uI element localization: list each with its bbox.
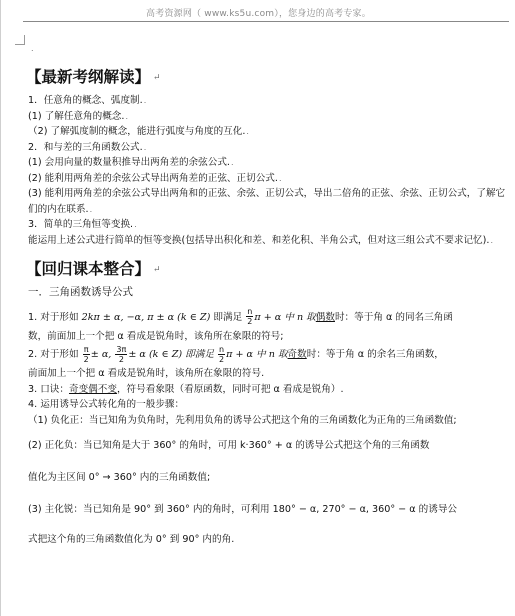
fraction-n-over-2: $\frac{n}{2}$ <box>247 307 253 326</box>
header-divider <box>23 21 509 22</box>
outline-item-3: 3．简单的三角恒等变换.. <box>28 219 137 230</box>
outline-item-2: 2．和与差的三角函数公式.. <box>28 141 147 153</box>
section-title-exam-outline: 【最新考纲解读】 ↵ <box>26 67 161 86</box>
outline-item-2-2: (2) 能利用两角差的余弦公式导出两角差的正弦、正切公式.. <box>28 172 282 184</box>
page-header: 高考资源网（ www.ks5u.com），您身边的高考专家。 <box>146 9 371 19</box>
rule-1-line-2: 数，前面加上一个把 α 看成是锐角时，该角所在象限的符号; <box>28 330 284 342</box>
rule-2-line-2: 前面加上一个把 α 看成是锐角时，该角所在象限的符号. <box>28 368 265 379</box>
paragraph-mark-icon: ↵ <box>153 73 161 83</box>
fraction-pi-over-2: $\frac{\pi}{2}$ <box>83 344 89 364</box>
step-main-to-acute: (3) 主化锐：当已知角是 90° 到 360° 内的角时，可利用 180° − α, 270° − α, 360° − α 的诱导公 <box>28 504 458 515</box>
fraction-n-over-2: $\frac{n}{2}$ <box>219 344 225 364</box>
section-title-textbook-review: 【回归课本整合】 ↵ <box>26 259 161 278</box>
rule-3-mnemonic: 3. 口诀：奇变偶不变，符号看象限（看原函数，同时可把 α 看成是锐角）. <box>28 383 344 395</box>
empty-paragraph-mark: . <box>31 44 34 53</box>
rule-2-line-1: 2. 对于形如 $\frac{\pi}{2}$ ± α, $\frac{3\pi}{2}$ ± α (k ∈ Z) 即满足 $\frac{n}{2}$ π + α 中 n 取奇数时：等于角 α 的余名三角函数， <box>28 344 444 364</box>
outline-item-3-detail: 能运用上述公式进行简单的恒等变换(包括导出积化和差、和差化积、半角公式，但对这三组公式不要求记忆).. <box>28 234 493 246</box>
outline-item-1: 1．任意角的概念、弧度制.. <box>28 95 147 106</box>
outline-item-2-3: (3) 能利用两角差的余弦公式导出两角和的正弦、余弦、正切公式，导出二倍角的正弦、余弦、正切公式，了解它们的内在联系.. <box>28 188 506 215</box>
paragraph-mark-icon: ↵ <box>153 265 161 275</box>
subsection-title-induction-formulas: 一．三角函数诱导公式 <box>28 286 133 298</box>
step-reduce-large-angle: (2) 正化负：当已知角是大于 360° 的角时，可用 k·360° + α 的诱导公式把这个角的三角函数 <box>28 440 430 451</box>
outline-item-2-1: (1) 会用向量的数量积推导出两角差的余弦公式.. <box>28 157 234 168</box>
outline-item-1-2: （2) 了解弧度制的概念，能进行弧度与角度的互化.. <box>28 126 249 137</box>
step-reduce-large-angle-cont: 值化为主区间 0° → 360° 内的三角函数值; <box>28 472 211 483</box>
outline-item-1-1: (1) 了解任意角的概念.. <box>28 110 128 122</box>
step-main-to-acute-cont: 式把这个角的三角函数值化为 0° 到 90° 内的角. <box>28 534 235 545</box>
step-negative-to-positive: （1) 负化正：当已知角为负角时，先利用负角的诱导公式把这个角的三角函数化为正角的三角函数值; <box>28 414 457 426</box>
rule-4-steps-title: 4. 运用诱导公式转化角的一般步骤： <box>28 399 185 410</box>
rule-1-line-1: 1. 对于形如 2kπ ± α, −α, π ± α (k ∈ Z) 即满足 $\frac{n}{2}$ π + α 中 n 取偶数时：等于角 α 的同名三角函 <box>28 307 453 326</box>
fraction-3pi-over-2: $\frac{3\pi}{2}$ <box>116 344 127 364</box>
document-body[interactable] <box>28 66 510 552</box>
margin-corner-mark <box>15 35 25 45</box>
